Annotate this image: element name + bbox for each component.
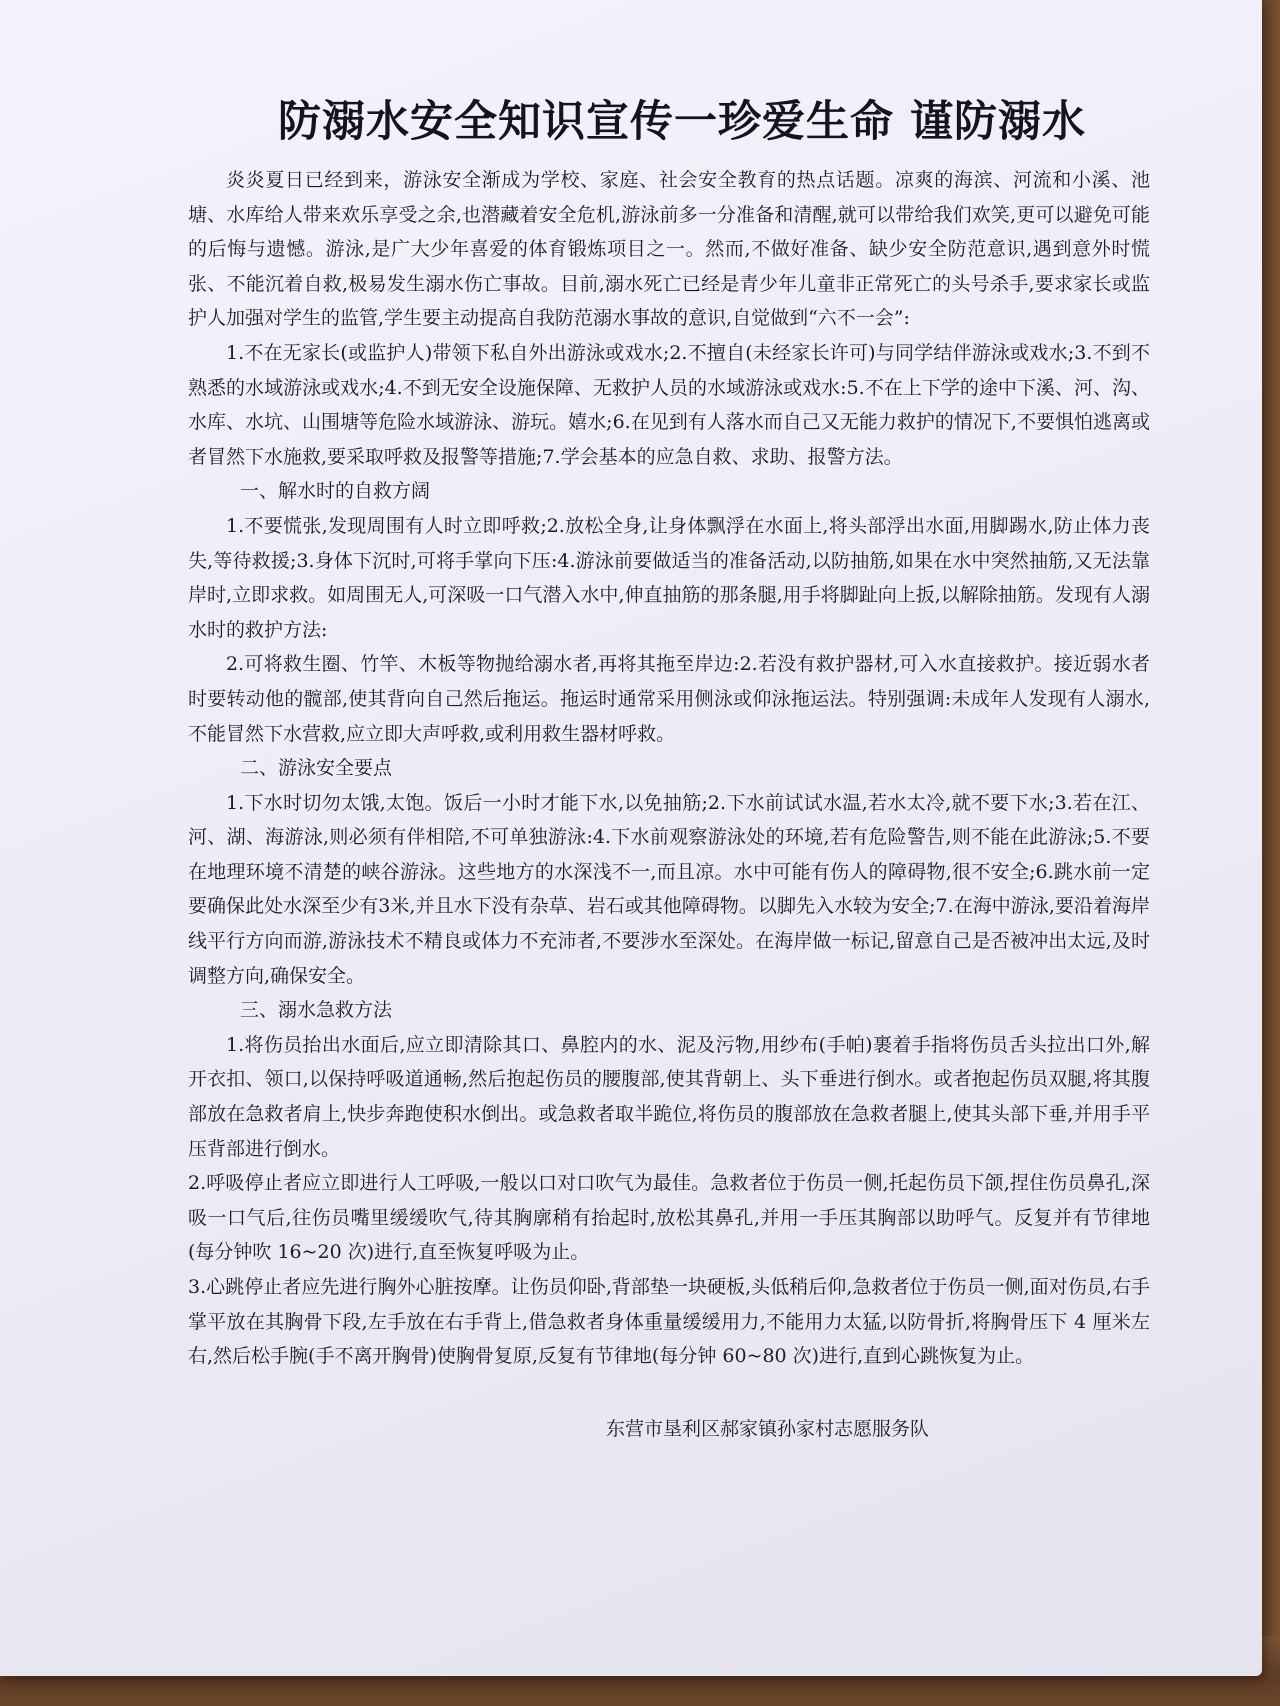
section-3-paragraph-1: 1.将伤员抬出水面后,应立即清除其口、鼻腔内的水、泥及污物,用纱布(手帕)裹着手指将伤员舌头拉出口外,解开衣扣、领口,以保持呼吸道通畅,然后抱起伤员的腰腹部,使其背朝上、头下垂进行倒水。或者抱起伤员双腿,将其腹部放在急救者肩上,快步奔跑使积水倒出。或急救者取半跪位,将伤员的腹部放在急救者腿上,使其头部下垂,并用手平压背部进行倒水。 [188, 1033, 1150, 1160]
section-3-heading: 三、溺水急救方法 [240, 999, 393, 1022]
section-1-paragraph-1: 1.不要慌张,发现周围有人时立即呼救;2.放松全身,让身体飘浮在水面上,将头部浮出水面,用脚踢水,防止体力丧失,等待救援;3.身体下沉时,可将手掌向下压:4.游泳前要做适当的准备活动,以防抽筋,如果在水中突然抽筋,又无法靠岸时,立即求救。如周围无人,可深吸一口气潜入水中,伸直抽筋的那条腿,用手将脚趾向上扳,以解除抽筋。发现有人溺水时的救护方法: [188, 514, 1150, 641]
document-title: 防溺水安全知识宣传一珍爱生命 谨防溺水 [278, 97, 1086, 147]
section-3-paragraph-3: 3.心跳停止者应先进行胸外心脏按摩。让伤员仰卧,背部垫一块硬板,头低稍后仰,急救者位于伤员一侧,面对伤员,右手掌平放在其胸骨下段,左手放在右手背上,借急救者身体重量缓缓用力,不能用力太猛,以防骨折,将胸骨压下 4 厘米左右,然后松手腕(手不离开胸骨)使胸骨复原,反复有节律地(每分钟 60~80 次)进行,直到心跳恢复为止。 [188, 1276, 1150, 1368]
section-1-heading: 一、解水时的自救方阔 [240, 480, 431, 503]
section-2-paragraph-1: 1.下水时切勿太饿,太饱。饭后一小时才能下水,以免抽筋;2.下水前试试水温,若水太冷,就不要下水;3.若在江、河、湖、海游泳,则必须有伴相陪,不可单独游泳:4.下水前观察游泳处的环境,若有危险警告,则不能在此游泳;5.不要在地理环境不清楚的峡谷游泳。这些地方的水深浅不一,而且凉。水中可能有伤人的障碍物,很不安全;6.跳水前一定要确保此处水深至少有3米,并且水下没有杂草、岩石或其他障碍物。以脚先入水较为安全;7.在海中游泳,要沿着海岸线平行方向而游,游泳技术不精良或体力不充沛者,不要涉水至深处。在海岸做一标记,留意自己是否被冲出太远,及时调整方向,确保安全。 [188, 791, 1150, 987]
document-body [188, 88, 1150, 1446]
section-2-heading: 二、游泳安全要点 [240, 757, 393, 780]
rules-paragraph: 1.不在无家长(或监护人)带领下私自外出游泳或戏水;2.不擅自(未经家长许可)与同学结伴游泳或戏水;3.不到不熟悉的水域游泳或戏水;4.不到无安全设施保障、无救护人员的水域游泳或戏水:5.不在上下学的途中下溪、河、沟、水库、水坑、山围塘等危险水域游泳、游玩。嬉水;6.在见到有人落水而自己又无能力救护的情况下,不要惧怕逃离或者冒然下水施救,要采取呼救及报警等措施;7.学会基本的应急自救、求助、报警方法。 [188, 341, 1150, 468]
intro-paragraph: 炎炎夏日已经到来，游泳安全渐成为学校、家庭、社会安全教育的热点话题。凉爽的海滨、河流和小溪、池塘、水库给人带来欢乐享受之余,也潜藏着安全危机,游泳前多一分准备和清醒,就可以带给我们欢笑,更可以避免可能的后悔与遗憾。游泳,是广大少年喜爱的体育锻炼项目之一。然而,不做好准备、缺少安全防范意识,遇到意外时慌张、不能沉着自救,极易发生溺水伤亡事故。目前,溺水死亡已经是青少年儿童非正常死亡的头号杀手,要求家长或监护人加强对学生的监管,学生要主动提高自我防范溺水事故的意识,自觉做到“六不一会”: [188, 169, 1150, 330]
section-3-paragraph-2: 2.呼吸停止者应立即进行人工呼吸,一般以口对口吹气为最佳。急救者位于伤员一侧,托起伤员下颌,捏住伤员鼻孔,深吸一口气后,往伤员嘴里缓缓吹气,待其胸廓稍有抬起时,放松其鼻孔,并用一手压其胸部以助呼气。反复并有节律地(每分钟吹 16~20 次)进行,直至恢复呼吸为止。 [188, 1172, 1150, 1264]
section-1-paragraph-2: 2.可将救生圈、竹竿、木板等物抛给溺水者,再将其拖至岸边:2.若没有救护器材,可入水直接救护。接近弱水者时要转动他的髋部,使其背向自己然后拖运。拖运时通常采用侧泳或仰泳拖运法。特别强调:未成年人发现有人溺水,不能冒然下水营救,应立即大声呼救,或利用救生器材呼救。 [188, 653, 1150, 745]
signature-organization: 东营市垦利区郝家镇孙家村志愿服务队 [606, 1417, 930, 1440]
